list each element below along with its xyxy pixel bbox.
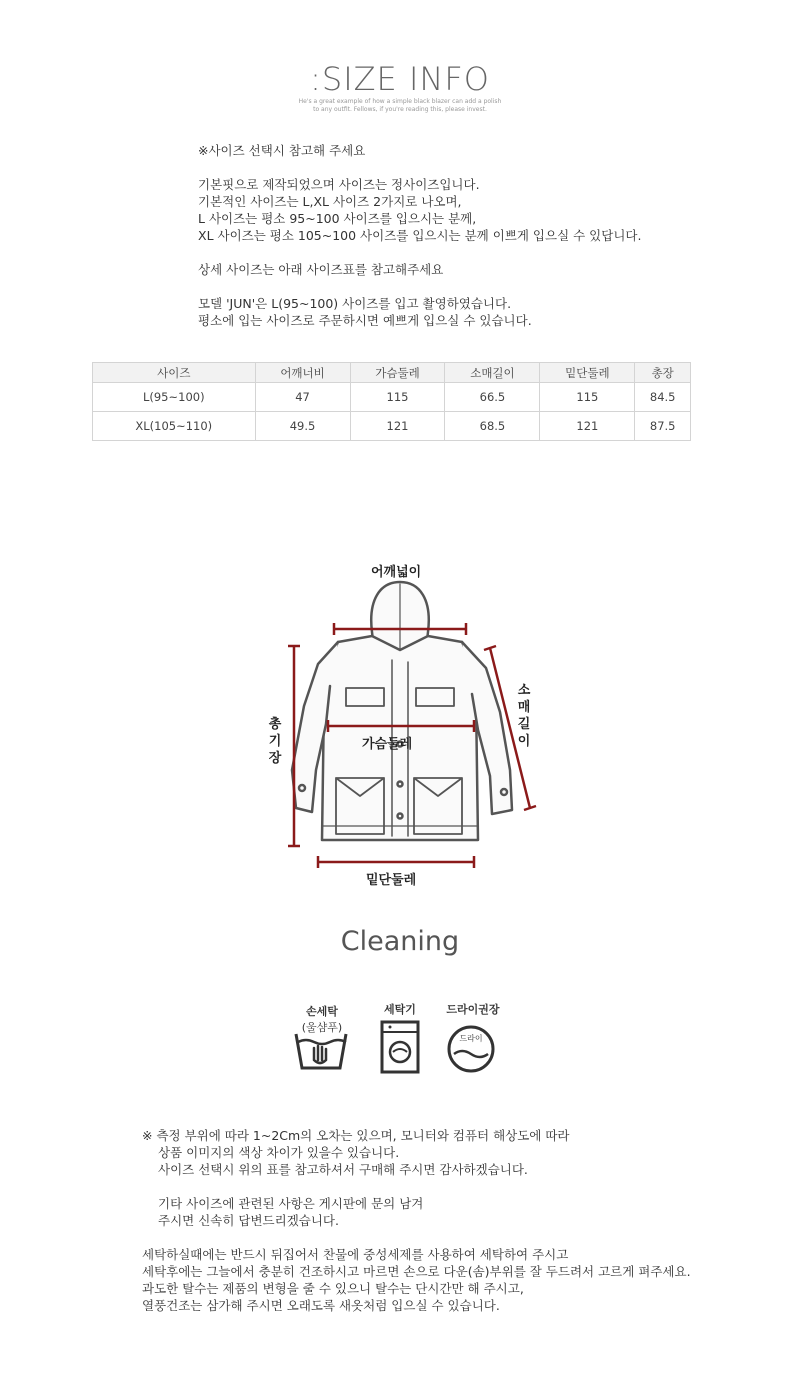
wash-line: 세탁하실때에는 반드시 뒤집어서 찬물에 중성세제를 사용하여 세탁하여 주시고 [142,1247,569,1262]
sleeve-label [516,682,532,750]
size-info-subtitle [0,98,800,114]
table-cell: 84.5 [635,383,691,412]
col-header: 어깨너비 [255,363,350,383]
table-header-row [93,363,691,383]
notes-line: 모델 'JUN'은 L(95~100) 사이즈를 입고 촬영하였습니다. [198,296,512,311]
length-label-char: 장 [268,751,282,766]
sleeve-label-char: 이 [517,734,531,749]
length-label [267,716,283,767]
notes-line: 평소에 입는 사이즈로 주문하시면 예쁘게 입으실 수 있습니다. [198,313,532,328]
hand-wash-text: 손세탁 [306,1005,338,1018]
table-cell: XL(105~110) [93,412,256,441]
col-header: 소매길이 [445,363,540,383]
notes-line: 기본핏으로 제작되었으며 사이즈는 정사이즈입니다. [198,177,480,192]
shoulder-label: 어깨넓이 [371,565,422,580]
hem-measure-line [318,856,474,868]
size-info-title: :SIZE INFO [310,60,490,98]
washing-machine-icon [380,1020,420,1074]
subtitle-line: He's a great example of how a simple black blazer can add a polish [298,98,502,105]
sleeve-label-char: 소 [517,683,531,698]
subtitle-line: to any outfit. Fellows, if you're reading this, please invest. [313,106,487,113]
dry-clean-icon-text: 드라이 [459,1034,483,1043]
table-cell: 115 [540,383,635,412]
hem-label: 밑단둘레 [366,873,417,888]
wash-line: 열풍건조는 삼가해 주시면 오래도록 새옷처럼 입으실 수 있습니다. [142,1298,500,1313]
table-row [93,412,691,441]
col-header: 밑단둘레 [540,363,635,383]
table-cell: 121 [350,412,445,441]
machine-wash-label: 세탁기 [384,1003,416,1016]
length-label-char: 기 [268,734,282,749]
length-label-char: 총 [268,717,282,732]
sleeve-label-char: 매 [517,700,531,715]
note-line: 사이즈 선택시 위의 표를 참고하셔서 구매해 주시면 감사하겠습니다. [158,1162,528,1177]
note-line: ※ 측정 부위에 따라 1~2Cm의 오차는 있으며, 모니터와 컴퓨터 해상도에 따라 [142,1128,570,1143]
table-row [93,383,691,412]
jacket-diagram [0,550,800,890]
sleeve-label-char: 길 [517,717,531,732]
col-header: 총장 [635,363,691,383]
jacket-outline [292,582,512,840]
dry-clean-label: 드라이권장 [446,1003,500,1016]
hand-wash-icon [292,1030,350,1072]
chest-label: 가슴둘레 [362,737,413,752]
notes-line: L 사이즈는 평소 95~100 사이즈를 입으시는 분께, [198,211,477,226]
table-cell: 47 [255,383,350,412]
table-cell: 66.5 [445,383,540,412]
notes-line: XL 사이즈는 평소 105~100 사이즈를 입으시는 분께 이쁘게 입으실 수 있답니다. [198,228,642,243]
table-cell: 121 [540,412,635,441]
table-cell: 49.5 [255,412,350,441]
wash-line: 과도한 탈수는 제품의 변형을 줄 수 있으니 탈수는 단시간만 해 주시고, [142,1281,524,1296]
note-line: 주시면 신속히 답변드리겠습니다. [158,1213,339,1228]
notes-heading: ※사이즈 선택시 참고해 주세요 [198,143,366,158]
dry-clean-icon [446,1024,496,1074]
notes-line: 상세 사이즈는 아래 사이즈표를 참고해주세요 [198,262,444,277]
note-line: 상품 이미지의 색상 차이가 있을수 있습니다. [158,1145,400,1160]
size-table [92,362,691,441]
table-cell: 87.5 [635,412,691,441]
wash-line: 세탁후에는 그늘에서 충분히 건조하시고 마르면 손으로 다운(솜)부위를 잘 두드려서 고르게 펴주세요. [142,1264,691,1279]
col-header: 사이즈 [93,363,256,383]
table-cell: L(95~100) [93,383,256,412]
size-notes [198,142,641,329]
table-cell: 115 [350,383,445,412]
hand-wash-subtext: (울샴푸) [301,1021,343,1034]
bottom-notes [142,1127,691,1314]
notes-line: 기본적인 사이즈는 L,XL 사이즈 2가지로 나오며, [198,194,462,209]
table-cell: 68.5 [445,412,540,441]
note-line: 기타 사이즈에 관련된 사항은 게시판에 문의 남겨 [158,1196,424,1211]
cleaning-title: Cleaning [340,926,460,957]
col-header: 가슴둘레 [350,363,445,383]
